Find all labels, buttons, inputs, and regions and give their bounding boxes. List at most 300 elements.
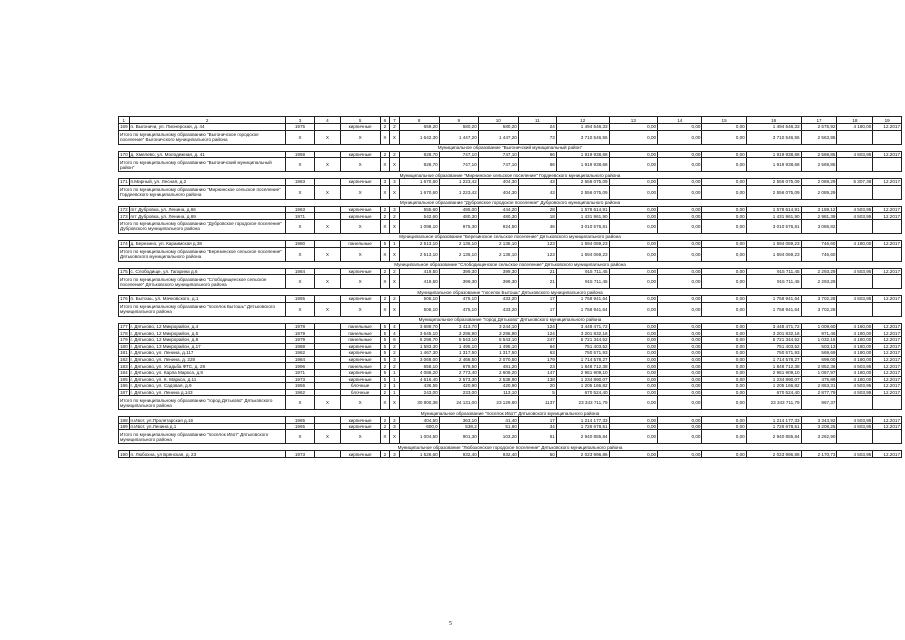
table-cell: 6	[390, 336, 399, 343]
table-cell: 2 877,79	[801, 389, 837, 396]
header-cell: 14	[658, 117, 702, 124]
table-cell: 0,00	[609, 343, 658, 350]
table-cell: п. Любохна, ул Брянская, д. 23	[129, 451, 285, 458]
subtotal-cell: X	[390, 130, 399, 144]
table-cell	[315, 363, 340, 370]
table-cell: 0,00	[658, 151, 702, 158]
table-cell: 4 180,00	[837, 330, 873, 337]
municipality-heading: Муниципальное образование "поселок Бытошь" Дятьковского муниципального района	[119, 289, 902, 296]
table-cell: 3	[380, 179, 389, 186]
table-cell: 12.2017	[873, 240, 902, 247]
municipality-heading-row	[119, 144, 902, 151]
table-cell: 0,00	[609, 323, 658, 330]
table-cell: 5	[380, 240, 389, 247]
table-cell: 5	[380, 336, 389, 343]
table-cell: 0,00	[609, 417, 658, 424]
subtotal-row	[119, 275, 902, 289]
subtotal-cell: 2 293,29	[801, 275, 837, 289]
table-cell: 4 180,00	[837, 336, 873, 343]
table-cell: 0,00	[658, 369, 702, 376]
table-cell: 2 569,85	[801, 151, 837, 158]
subtotal-cell: X	[340, 275, 380, 289]
municipality-heading-row	[119, 172, 902, 179]
table-cell: 5	[380, 330, 389, 337]
table-cell: 63	[518, 350, 556, 357]
table-cell	[315, 383, 340, 390]
table-cell: 12.2017	[873, 376, 902, 383]
table-cell: 2	[390, 296, 399, 303]
table-cell: 0,00	[702, 124, 746, 131]
table-cell: панельные	[340, 336, 380, 343]
subtotal-cell: 0,00	[658, 219, 702, 233]
subtotal-cell: 23 343 711,79	[556, 396, 609, 410]
table-cell: 34	[518, 423, 556, 430]
table-cell: 4 503,95	[837, 417, 873, 424]
table-cell: кирпичные	[340, 206, 380, 213]
table-cell: 915 711,45	[746, 268, 801, 275]
table-cell	[315, 330, 340, 337]
table-cell: 1973	[285, 451, 315, 458]
table-cell: 4 086,20	[399, 369, 439, 376]
table-cell: 2 575,92	[801, 124, 837, 131]
table-cell: 0,00	[702, 323, 746, 330]
empty-cell	[837, 158, 873, 172]
table-cell: 1979	[285, 330, 315, 337]
table-cell: 932,40	[478, 451, 518, 458]
table-cell: 2 961 909,10	[746, 369, 801, 376]
table-cell: 41,40	[478, 417, 518, 424]
subtotal-cell: X	[340, 396, 380, 410]
empty-cell	[873, 185, 902, 199]
subtotal-cell: X	[340, 302, 380, 316]
table-cell: 3 295,90	[478, 330, 518, 337]
table-cell: панельные	[340, 330, 380, 337]
table-cell: кирпичные	[340, 417, 380, 424]
table-cell: 1 594 069,23	[746, 240, 801, 247]
table-cell: 1 578 614,91	[746, 206, 801, 213]
subtotal-cell: 1 594 069,23	[746, 247, 801, 261]
header-cell: 13	[609, 117, 658, 124]
table-cell: 12.2017	[873, 389, 902, 396]
table-cell: г. Дятьково, ул. Садовая, д.9	[129, 383, 285, 390]
subtotal-cell: 0,00	[702, 302, 746, 316]
table-cell: 399,30	[478, 268, 518, 275]
table-cell: 670 524,40	[746, 389, 801, 396]
subtotal-cell: X	[315, 430, 340, 444]
table-cell: 0,00	[702, 356, 746, 363]
table-cell: 1 317,50	[439, 350, 478, 357]
table-cell: 1 578 614,91	[556, 206, 609, 213]
empty-cell	[873, 158, 902, 172]
table-cell: 183	[120, 363, 128, 369]
table-cell: 0,00	[609, 151, 658, 158]
table-cell: 3	[390, 206, 399, 213]
table-row	[119, 350, 902, 357]
table-cell: 506,10	[399, 296, 439, 303]
subtotal-cell: 2 940 855,84	[746, 430, 801, 444]
table-cell: 659,20	[399, 124, 439, 131]
table-cell: 147	[518, 369, 556, 376]
table-cell: 444,20	[478, 206, 518, 213]
table-cell: 170	[120, 151, 128, 157]
table-cell: 0,00	[702, 383, 746, 390]
table-cell: 5 307,38	[837, 179, 873, 186]
table-body	[119, 117, 902, 458]
table-cell: 1963	[285, 206, 315, 213]
subtotal-cell: 51	[518, 430, 556, 444]
subtotal-row	[119, 158, 902, 172]
subtotal-cell: 0,00	[702, 130, 746, 144]
table-cell: 2 070,50	[478, 356, 518, 363]
header-cell: 18	[837, 117, 873, 124]
table-row	[119, 336, 902, 343]
table-cell: 1978	[285, 323, 315, 330]
table-cell: 12.2017	[873, 336, 902, 343]
empty-cell	[837, 302, 873, 316]
table-cell: 0,00	[609, 268, 658, 275]
table-cell: 555,60	[399, 206, 439, 213]
table-cell: кирпичные	[340, 369, 380, 376]
table-cell: 1984	[285, 356, 315, 363]
table-cell: 0,00	[609, 179, 658, 186]
table-cell: 0,00	[702, 363, 746, 370]
table-cell: 2 852,36	[801, 363, 837, 370]
table-cell: 1979	[285, 336, 315, 343]
subtotal-cell: X	[380, 158, 389, 172]
table-row	[119, 369, 902, 376]
table-cell: кирпичные	[340, 343, 380, 350]
subtotal-cell: 0,00	[702, 219, 746, 233]
table-cell: 12.2017	[873, 363, 902, 370]
housing-repair-table	[118, 116, 902, 458]
subtotal-cell: X	[285, 396, 315, 410]
table-cell: 2	[380, 151, 389, 158]
table-cell: 1984	[285, 268, 315, 275]
subtotal-cell: X	[340, 185, 380, 199]
table-cell	[315, 423, 340, 430]
table-cell: 0,00	[609, 124, 658, 131]
subtotal-cell: 24 131,00	[439, 396, 478, 410]
header-cell: 8	[399, 117, 439, 124]
subtotal-cell: X	[390, 396, 399, 410]
table-cell: 475,89	[801, 376, 837, 383]
table-cell	[315, 389, 340, 396]
table-cell: 12.2017	[873, 179, 902, 186]
table-cell: 4 180,00	[837, 350, 873, 357]
table-cell: 1 848 712,38	[746, 363, 801, 370]
subtotal-cell: X	[285, 275, 315, 289]
table-cell: 4 503,95	[837, 268, 873, 275]
subtotal-label: Итого по муниципальному образованию "поселок Бытошь" Дятьковского муниципального района	[119, 302, 286, 316]
subtotal-cell: 0,00	[609, 275, 658, 289]
table-cell: 0,00	[609, 451, 658, 458]
table-cell: 0,00	[658, 343, 702, 350]
subtotal-cell: 3 262,90	[801, 430, 837, 444]
table-cell: 1 848 712,38	[556, 363, 609, 370]
table-row	[119, 423, 902, 430]
table-cell: панельные	[340, 240, 380, 247]
subtotal-row	[119, 247, 902, 261]
subtotal-cell: 1 098,10	[399, 219, 439, 233]
table-cell: 2 863,31	[801, 383, 837, 390]
subtotal-row	[119, 430, 902, 444]
subtotal-cell: 1 447,20	[439, 130, 478, 144]
subtotal-cell: 1 919 938,68	[556, 158, 609, 172]
subtotal-cell: 0,00	[609, 396, 658, 410]
table-cell: 2 556 075,09	[746, 179, 801, 186]
table-cell: 1 495,10	[439, 343, 478, 350]
table-cell: 0,00	[702, 268, 746, 275]
table-cell: г. Дятьково, ул. К. Маркса, д.11	[129, 376, 285, 383]
table-cell: 404,30	[478, 179, 518, 186]
table-row	[119, 383, 902, 390]
table-cell: 538,2	[439, 423, 478, 430]
subtotal-cell: 0,00	[658, 430, 702, 444]
table-cell: 1956	[285, 383, 315, 390]
table-cell: панельные	[340, 363, 380, 370]
table-cell: 2 573,30	[439, 376, 478, 383]
table-cell: п.Ивот, ул.Пролетарская д.16	[129, 417, 285, 424]
table-cell: 12.2017	[873, 417, 902, 424]
table-cell: 480,30	[478, 213, 518, 220]
table-cell: кирпичные	[340, 151, 380, 158]
subtotal-cell: 0,00	[702, 185, 746, 199]
subtotal-cell: 3 710 546,55	[746, 130, 801, 144]
subtotal-cell: X	[315, 185, 340, 199]
table-cell: 12.2017	[873, 451, 902, 458]
table-cell: 124	[518, 323, 556, 330]
table-cell: 2 981,39	[801, 213, 837, 220]
table-cell: 1 205 166,82	[746, 383, 801, 390]
municipality-heading: Муниципальное образование "Любохонское городское поселение" Дятьковского муниципального района	[119, 444, 902, 451]
table-cell	[315, 369, 340, 376]
table-cell: 2	[380, 383, 389, 390]
table-row	[119, 179, 902, 186]
table-cell	[315, 343, 340, 350]
table-cell: 1 758 941,64	[556, 296, 609, 303]
subtotal-label: Итого по муниципальному образованию "Березинское сельское поселение" Дятьковского муниципального района	[119, 247, 286, 261]
table-cell: 12.2017	[873, 330, 902, 337]
table-cell: 175	[120, 268, 128, 274]
table-cell	[315, 240, 340, 247]
table-cell: 189	[120, 424, 128, 430]
subtotal-cell: 0,00	[702, 396, 746, 410]
table-cell: 0,00	[702, 213, 746, 220]
empty-cell	[873, 130, 902, 144]
table-cell: 2	[390, 350, 399, 357]
table-cell: 433,20	[478, 296, 518, 303]
table-cell: 1 714 578,27	[746, 356, 801, 363]
table-cell: 0,00	[658, 376, 702, 383]
table-cell: 176	[120, 296, 128, 302]
subtotal-row	[119, 185, 902, 199]
table-cell: 2	[380, 451, 389, 458]
table-cell: 12.2017	[873, 356, 902, 363]
subtotal-cell: 3 010 576,81	[556, 219, 609, 233]
table-cell: 915 711,45	[556, 268, 609, 275]
subtotal-cell: X	[285, 219, 315, 233]
table-cell: 0,00	[658, 296, 702, 303]
header-cell: 3	[285, 117, 315, 124]
table-cell: п.Мирный, ул. Лесная, д.2	[129, 179, 285, 186]
table-cell: 0,00	[702, 330, 746, 337]
table-cell: 1988	[285, 343, 315, 350]
table-cell: кирпичные	[340, 350, 380, 357]
subtotal-cell: 2 135,10	[478, 247, 518, 261]
subtotal-cell: 2 089,29	[801, 185, 837, 199]
header-cell: 15	[702, 117, 746, 124]
subtotal-cell: 747,10	[478, 158, 518, 172]
table-cell: 1 205 166,82	[556, 383, 609, 390]
table-cell: 0,00	[702, 423, 746, 430]
table-cell: 0,00	[609, 389, 658, 396]
subtotal-cell: 0,00	[609, 302, 658, 316]
table-cell: 177	[120, 324, 128, 330]
subtotal-cell: 0,00	[658, 185, 702, 199]
subtotal-label: Итого по муниципальному образованию "Выгоничский муниципальный район"	[119, 158, 286, 172]
table-cell: 404,50	[399, 417, 439, 424]
table-cell: 172	[120, 207, 128, 213]
subtotal-cell: 404,30	[478, 185, 518, 199]
subtotal-cell: 747,10	[439, 158, 478, 172]
table-cell: 4 180,00	[837, 343, 873, 350]
table-cell: 1996	[285, 363, 315, 370]
table-cell: 3	[390, 179, 399, 186]
table-cell: 436,55	[399, 383, 439, 390]
subtotal-cell: X	[285, 302, 315, 316]
subtotal-cell: 901,30	[439, 430, 478, 444]
subtotal-cell: X	[390, 275, 399, 289]
table-cell: 3	[390, 356, 399, 363]
empty-cell	[837, 396, 873, 410]
table-cell: 5	[380, 369, 389, 376]
table-row	[119, 363, 902, 370]
table-cell: 2 556 075,09	[556, 179, 609, 186]
subtotal-cell: 3 702,28	[801, 302, 837, 316]
table-cell: 0,00	[658, 451, 702, 458]
subtotal-cell: 1137	[518, 396, 556, 410]
subtotal-cell: 0,00	[702, 158, 746, 172]
subtotal-cell: X	[315, 247, 340, 261]
subtotal-cell: 0,00	[658, 247, 702, 261]
table-cell: 0,00	[658, 179, 702, 186]
table-cell: 1 032,16	[801, 336, 837, 343]
table-cell	[315, 336, 340, 343]
table-cell: 1 726 678,51	[556, 423, 609, 430]
subtotal-cell: 475,10	[439, 302, 478, 316]
subtotal-cell: 0,00	[658, 302, 702, 316]
header-cell: 5	[340, 117, 380, 124]
table-cell: 0,00	[702, 417, 746, 424]
table-cell	[315, 417, 340, 424]
table-cell: 2 538,90	[478, 376, 518, 383]
table-cell: 699,00	[801, 356, 837, 363]
table-cell: 28	[518, 206, 556, 213]
table-cell: 0,00	[658, 383, 702, 390]
empty-cell	[837, 247, 873, 261]
table-cell: 0,00	[702, 240, 746, 247]
table-cell: 1962	[285, 350, 315, 357]
table-cell: 3 208,25	[801, 423, 837, 430]
subtotal-cell: 967,37	[801, 396, 837, 410]
table-cell: 1 670,60	[399, 179, 439, 186]
subtotal-cell: 46	[518, 219, 556, 233]
subtotal-row	[119, 302, 902, 316]
table-cell	[315, 213, 340, 220]
table-header-row	[119, 117, 902, 124]
table-cell: 1 494 546,33	[746, 124, 801, 131]
table-cell: 1	[390, 369, 399, 376]
table-cell: 1965	[285, 423, 315, 430]
table-row	[119, 417, 902, 424]
subtotal-cell: X	[285, 185, 315, 199]
table-cell: 658,10	[399, 363, 439, 370]
table-row	[119, 213, 902, 220]
table-cell: 5	[380, 323, 389, 330]
table-cell: 2 135,10	[478, 240, 518, 247]
subtotal-cell: 0,00	[658, 130, 702, 144]
table-cell: 2 170,73	[801, 451, 837, 458]
table-cell: 123	[518, 240, 556, 247]
table-cell: 1 714 578,27	[556, 356, 609, 363]
subtotal-cell: X	[390, 158, 399, 172]
subtotal-cell: 43	[518, 185, 556, 199]
table-cell: 12.2017	[873, 151, 902, 158]
table-cell: кирпичные	[340, 213, 380, 220]
table-cell: 1 583,30	[399, 343, 439, 350]
table-row	[119, 389, 902, 396]
subtotal-label: Итого по муниципальному образованию "Мирнинское сельское поселение" Гордеевского муниципального района	[119, 185, 286, 199]
table-cell: 185	[120, 376, 128, 382]
table-cell	[315, 179, 340, 186]
table-cell: 20	[518, 383, 556, 390]
subtotal-cell: 0,00	[658, 158, 702, 172]
table-cell: 1980	[285, 240, 315, 247]
table-cell: 0,00	[609, 423, 658, 430]
subtotal-row	[119, 130, 902, 144]
table-cell: 0,00	[609, 336, 658, 343]
subtotal-cell: 1 004,50	[399, 430, 439, 444]
table-cell: 971,46	[801, 330, 837, 337]
table-cell: 0,00	[658, 206, 702, 213]
table-cell: 0,00	[702, 343, 746, 350]
table-cell: 0,00	[702, 179, 746, 186]
table-cell: 0,00	[702, 350, 746, 357]
table-cell: 2 293,29	[801, 268, 837, 275]
subtotal-cell: 0,00	[609, 219, 658, 233]
table-cell: 1973	[285, 376, 315, 383]
table-cell: 932,40	[439, 451, 478, 458]
subtotal-cell: 66	[518, 158, 556, 172]
table-cell: 2	[380, 124, 389, 131]
table-cell	[315, 151, 340, 158]
subtotal-cell: 2 556 075,09	[746, 185, 801, 199]
empty-cell	[873, 275, 902, 289]
table-cell: 0,00	[658, 423, 702, 430]
header-cell: 19	[873, 117, 902, 124]
table-cell: 751 403,52	[556, 343, 609, 350]
subtotal-cell: 1 758 941,64	[556, 302, 609, 316]
table-cell: 580,20	[439, 124, 478, 131]
table-cell: 0,00	[609, 369, 658, 376]
table-row	[119, 330, 902, 337]
table-cell: 1 431 961,90	[746, 213, 801, 220]
subtotal-cell: X	[380, 275, 389, 289]
table-cell: 243,00	[399, 389, 439, 396]
table-cell: 1962	[285, 389, 315, 396]
table-cell: 1 214 177,33	[556, 417, 609, 424]
subtotal-cell: 2 513,10	[399, 247, 439, 261]
